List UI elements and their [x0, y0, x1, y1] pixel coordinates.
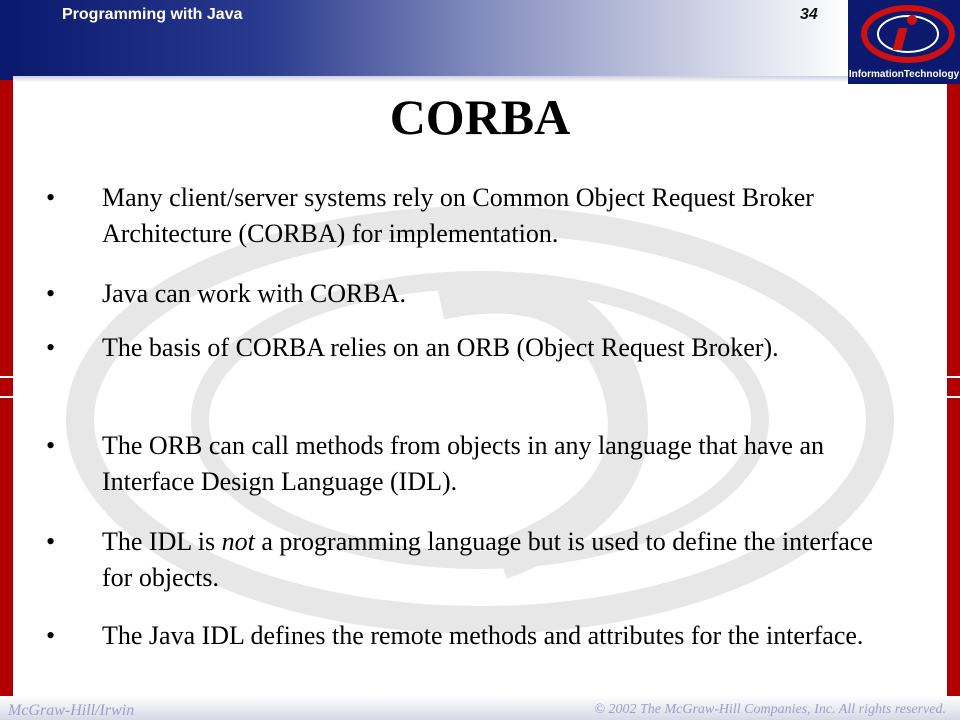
bullet-text	[102, 524, 902, 596]
right-tick-mark	[947, 396, 960, 398]
bullet-marker: •	[46, 333, 56, 362]
bullet-text: The Java IDL defines the remote methods and attributes for the interface.	[102, 621, 864, 650]
bullet-text: Java can work with CORBA.	[102, 279, 407, 308]
slide-number: 34	[800, 6, 818, 23]
bullet-text: The basis of CORBA relies on an ORB (Object Request Broker).	[102, 333, 779, 362]
slide-title: CORBA	[389, 89, 571, 145]
bullet-text: The ORB can call methods from objects in any language that have an Interface Design Language (IDL).	[102, 431, 824, 496]
left-tick-mark	[0, 376, 13, 378]
right-tick-mark	[947, 376, 960, 378]
left-tick-mark	[0, 396, 13, 398]
bullet-text-part: The IDL is	[102, 527, 222, 556]
bullet-marker: •	[46, 527, 56, 556]
information-technology-logo	[848, 0, 960, 84]
course-title: Programming with Java	[62, 6, 243, 23]
right-border	[947, 84, 960, 720]
bullet-marker: •	[46, 431, 56, 460]
logo-text: InformationTechnology	[848, 69, 960, 80]
header-shadow	[13, 76, 848, 82]
bullet-marker: •	[46, 279, 56, 308]
bullet-marker: •	[46, 621, 56, 650]
emphasis-not: not	[221, 527, 255, 556]
bullet-marker: •	[46, 183, 56, 212]
bullet-text-part: a programming language but is used to define the interface for objects.	[102, 527, 873, 592]
left-red-border	[0, 80, 13, 700]
publisher-footer: McGraw-Hill/Irwin	[8, 702, 135, 719]
copyright-footer: © 2002 The McGraw-Hill Companies, Inc. All rights reserved.	[594, 702, 946, 717]
bullet-text: Many client/server systems rely on Common Object Request Broker Architecture (CORBA) for implementation.	[102, 183, 814, 248]
